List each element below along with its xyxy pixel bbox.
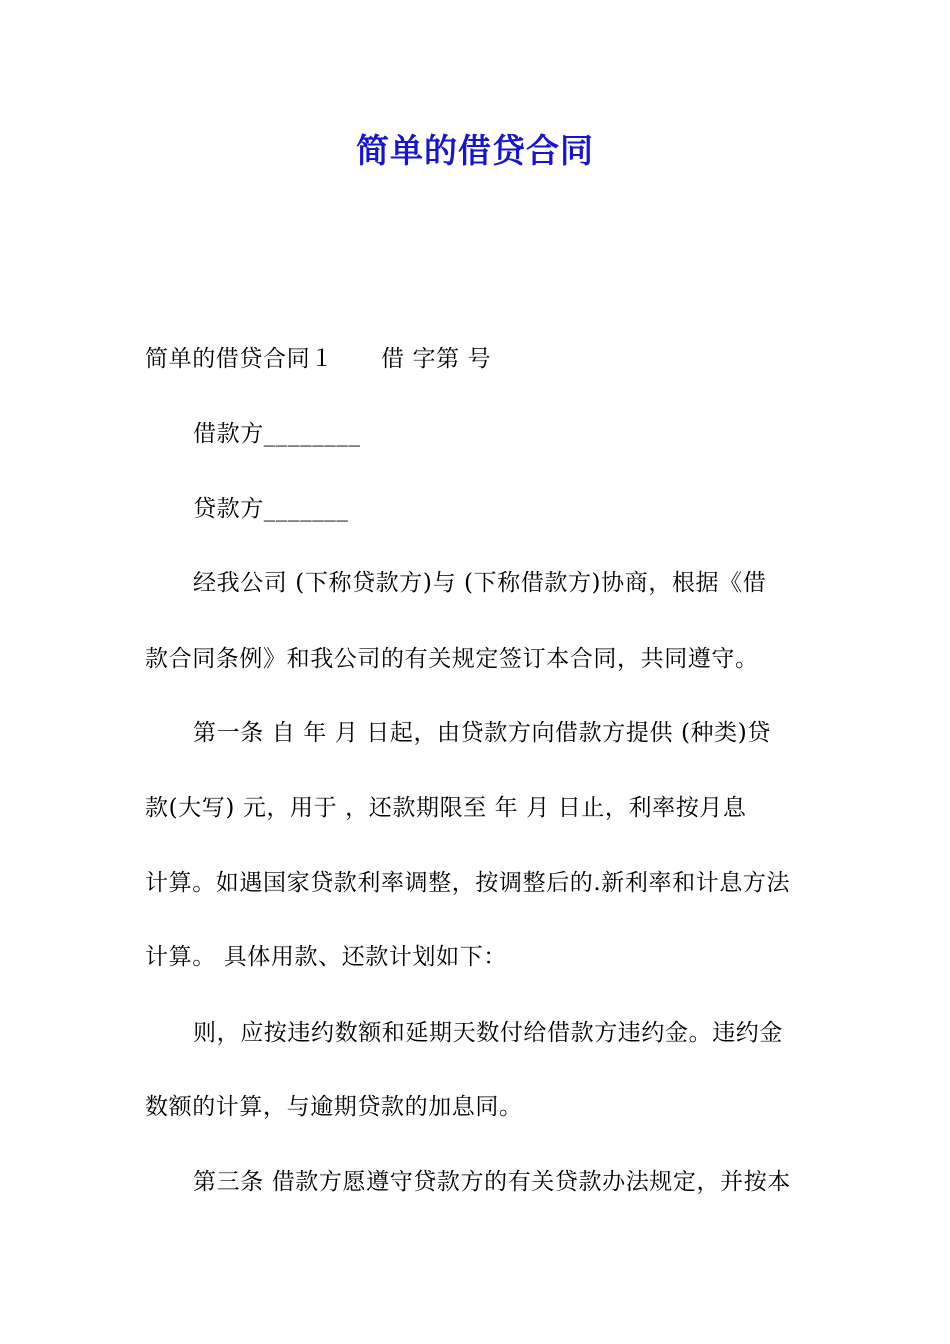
paragraph-line: 则，应按违约数额和延期天数付给借款方违约金。违约金 (193, 1020, 783, 1046)
paragraph-line: 第一条 自 年 月 日起，由贷款方向借款方提供 (种类)贷 (193, 720, 771, 746)
document-title: 简单的借贷合同 (356, 131, 594, 170)
paragraph-line: 款合同条例》和我公司的有关规定签订本合同，共同遵守。 (145, 646, 759, 672)
contract-heading-line: 简单的借贷合同１ 借 字第 号 (145, 346, 492, 372)
paragraph-line: 计算。如遇国家贷款利率调整，按调整后的.新利率和计息方法 (145, 870, 791, 896)
paragraph-line: 数额的计算，与逾期贷款的加息同。 (145, 1094, 523, 1120)
borrower-line: 借款方________ (193, 421, 361, 447)
paragraph-line: 款(大写) 元，用于 ，还款期限至 年 月 日止，利率按月息 (145, 795, 747, 821)
lender-line: 贷款方_______ (193, 496, 349, 522)
paragraph-line: 经我公司 (下称贷款方)与 (下称借款方)协商，根据《借 (193, 570, 767, 596)
paragraph-line: 计算。 具体用款、还款计划如下： (145, 944, 507, 970)
paragraph-line: 第三条 借款方愿遵守贷款方的有关贷款办法规定，并按本 (193, 1169, 791, 1195)
